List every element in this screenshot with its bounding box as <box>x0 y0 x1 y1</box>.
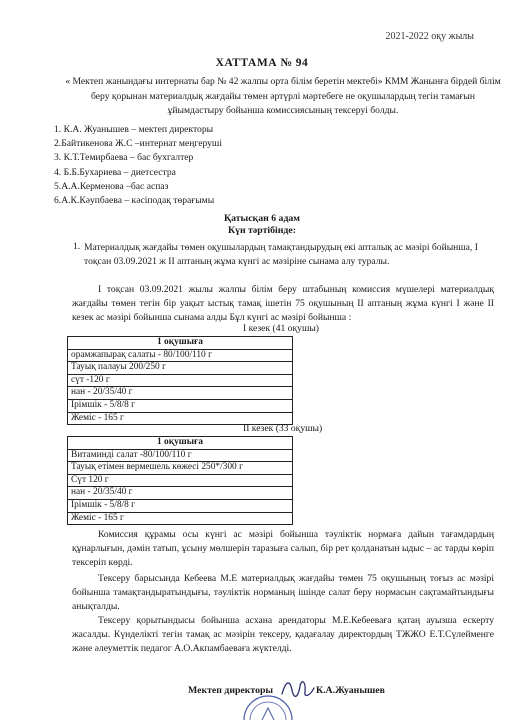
table-row: Жеміс - 165 г <box>68 412 293 425</box>
shift2-label: ІІ кезек (33 оқушы) <box>243 423 323 434</box>
table-row: Жеміс - 165 г <box>68 512 293 525</box>
member-item: 1. К.А. Жуанышев – мектеп директоры <box>54 124 214 135</box>
table-row: Ірімшік - 5/8/8 г <box>68 499 293 512</box>
shift1-table-header: 1 оқушыға <box>68 337 293 350</box>
agenda-heading: Күн тәртібінде: <box>228 225 296 236</box>
signature-role: Мектеп директоры <box>188 685 274 696</box>
paragraph-inspection: Комиссия құрамы осы күнгі ас мәзірі бойынша тәуліктік нормаға дайын тағамдардың құнарлығын, дәмін татып, ұсыну мөлшерін таразыға салып, бір рет қолданатын ыдыс – ас тарды көріп тексеріп көрді. <box>72 529 494 568</box>
table-row: сүт -120 г <box>68 374 293 387</box>
member-item: 2.Байтикенова Ж.С –интернат меңгерушi <box>54 138 222 150</box>
attendance-count: Қатысқан 6 адам <box>224 213 300 224</box>
member-item: 4. Б.Б.Бухариева – диетсестра <box>54 166 176 178</box>
agenda-item-number: 1. <box>73 241 81 252</box>
member-item: 3. К.Т.Темирбаева – бас бухгалтер <box>54 152 194 164</box>
intro-paragraph: « Мектеп жанындағы интернаты бар № 42 жалпы орта білім беретін мектебі» КММ Жанынға бірдей білім беру қорынан материалдық жағдайы төмен әртүрлі мәртебеге не оқушылардың тегін тамағын ұйымдастыру бойынша комиссиясының тексеруі болды. <box>65 76 501 116</box>
academic-year: 2021-2022 оқу жылы <box>385 31 474 42</box>
table-row: Тауық палауы 200/250 г <box>68 362 293 375</box>
paragraph-findings: Тексеру барысында Кебеева М.Е материалдық жағдайы төмен 75 оқушының тоғыз ас мәзірі бойынша тамақтандыратындығы, тәуліктік норманың ішінде салат беру нормасын сақтамайтындығы анықталды. <box>72 573 494 612</box>
table-row: нан - 20/35/40 г <box>68 387 293 400</box>
table-row: Сүт 120 г <box>68 474 293 487</box>
member-item: 5.А.А.Керменова –бас аспаз <box>54 180 169 192</box>
shift2-table-header: 1 оқушыға <box>68 437 293 450</box>
shift1-menu-table <box>67 336 293 425</box>
member-item: 6.А.К.Кәупбаева – кәсіподақ төрағымы <box>54 195 215 207</box>
handwritten-signature-icon <box>278 674 318 702</box>
table-row: Витаминді салат -80/100/110 г <box>68 449 293 462</box>
shift1-label: І кезек (41 оқушы) <box>243 323 319 334</box>
table-row: орамжапырақ салаты - 80/100/110 г <box>68 349 293 362</box>
agenda-item: Материалдық жағдайы төмен оқушылардың тамақтандырудың екі апталық ас мәзірі бойынша, І тоқсан 03.09.2021 ж ІІ аптаның жұма күнгі ас мәзіріне сынама алу туралы. <box>84 242 478 267</box>
paragraph-conclusion: Тексеру қорытындысы бойынша асхана арендаторы М.Е.Кебееваға қатаң ауызша ескерту жасалды. Күнделікті тегін тамақ ас мәзірін тексеру, қадағалау директордың ТЖЖО Е.Т.Сүлейменге және әлеуметтік педагог А.О.Акпамбаеваға жүктелді. <box>72 615 494 654</box>
table-row: Тауық етімен вермешель көжесі 250*/300 г <box>68 462 293 475</box>
paragraph-sampling: І тоқсан 03.09.2021 жылы жалпы білім беру штабының комиссия мүшелері материалдық жағдайы төмен тегін бір уақыт ыстық тамақ ішетін 75 оқушының ІІ аптаның жұма күнгі І және ІІ кезек ас мәзірі бойынша сынама алды Бұл күнгі ас мәзірі бойынша : <box>72 284 494 323</box>
shift2-menu-table <box>67 436 293 525</box>
signature-name: К.А.Жуанышев <box>316 685 385 696</box>
commission-members-list <box>54 123 222 208</box>
document-title: ХАТТАМА № 94 <box>215 57 309 69</box>
table-row: нан - 20/35/40 г <box>68 487 293 500</box>
table-row: Ірімшік - 5/8/8 г <box>68 399 293 412</box>
